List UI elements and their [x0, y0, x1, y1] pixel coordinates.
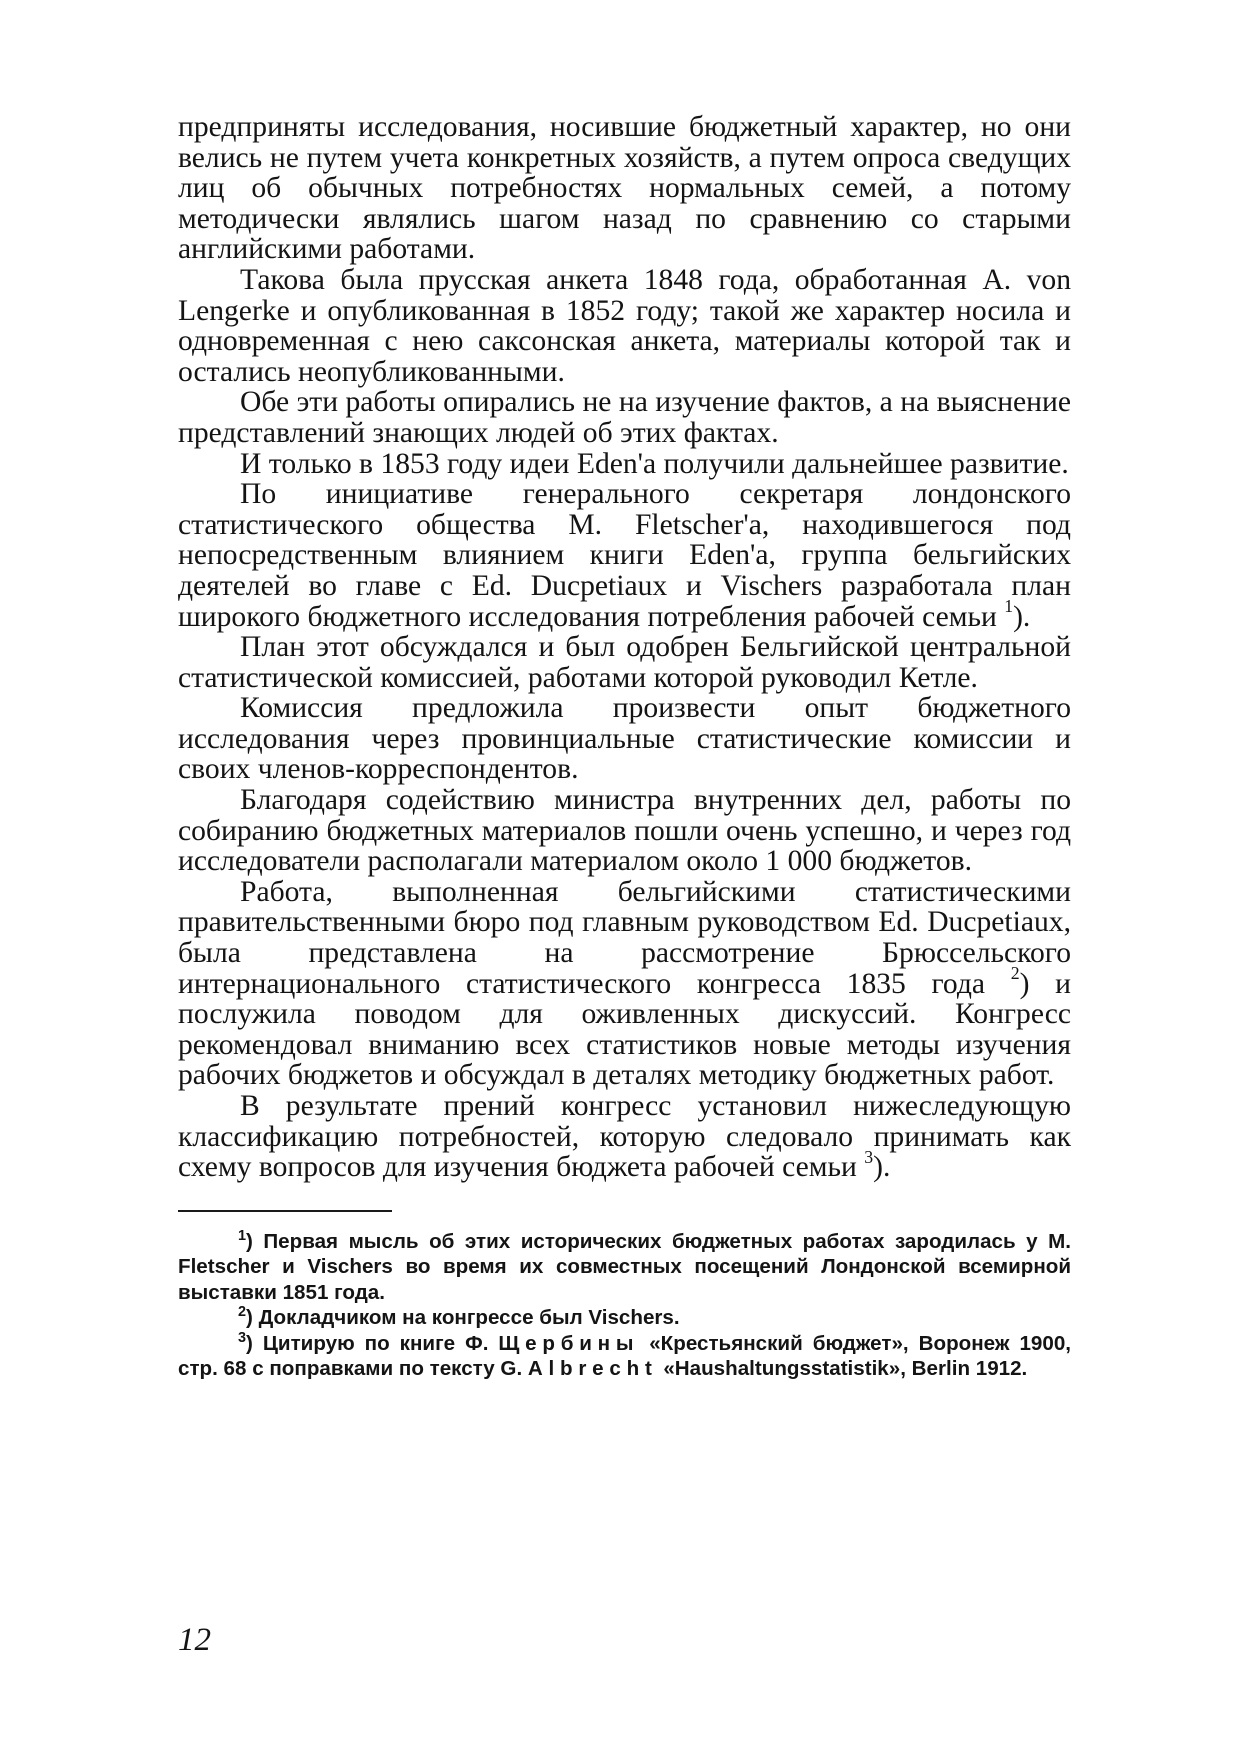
paragraph-text: Благодаря содействию министра внутренних дел, работы по собиранию бюджетных материалов пошли очень успешно, и через год исследователи располагали материалом около 1 000 бюджетов.: [178, 784, 1071, 878]
footnote-text: «Haushaltungsstatistik», Berlin 1912.: [657, 1357, 1028, 1381]
footnote-divider: [178, 1210, 392, 1212]
footnote-mark: 1: [238, 1227, 247, 1244]
footnote-3: [178, 1331, 1071, 1382]
footnote-2: [178, 1305, 1071, 1331]
paragraph-6: [178, 693, 1071, 785]
paragraph-text: Такова была прусская анкета 1848 года, обработанная A. von Lengerke и опубликованная в 1852 году; такой же характер носила и одновременная с нею саксонская анкета, материалы которой так и остались неопубликованными.: [178, 263, 1071, 388]
author-name-albrecht: Albrecht: [527, 1357, 658, 1381]
footnote-text: ) Цитирую по книге Ф.: [246, 1331, 499, 1355]
footnote-text: ) Докладчиком на конгрессе был Vischers.: [246, 1306, 680, 1330]
paragraph-1: [178, 265, 1071, 387]
footnote-ref-3[interactable]: 3: [864, 1146, 874, 1167]
footnote-text: ) Первая мысль об этих исторических бюджетных работах зародилась у M. Fletscher и Vischers во время их совместных посещений Лондонской всемирной выставки 1851 года.: [178, 1229, 1071, 1304]
paragraph-0: [178, 112, 1071, 265]
paragraph-tail: ).: [1013, 600, 1031, 633]
footnote-text: «Крестьянский бюджет», Воронеж 1900, стр. 68 с поправками по тексту G.: [178, 1331, 1071, 1381]
paragraph-8: [178, 877, 1071, 1091]
author-name-shcherbina: Щербины: [498, 1331, 640, 1355]
paragraph-text: Обе эти работы опирались не на изучение фактов, а на выяснение представлений знающих людей об этих фактах.: [178, 386, 1071, 449]
footnote-mark: 2: [238, 1304, 247, 1321]
paragraph-tail: ) и послужила поводом для оживленных дискуссий. Конгресс рекомендовал вниманию всех статистиков новые методы изучения рабочих бюджетов и обсуждал в деталях методику бюджетных работ.: [178, 967, 1071, 1092]
paragraph-3: [178, 449, 1071, 480]
paragraph-text: И только в 1853 году идеи Eden'а получили дальнейшее развитие.: [240, 447, 1069, 480]
paragraph-9: [178, 1091, 1071, 1183]
paragraph-text: По инициативе генерального секретаря лондонского статистического общества M. Fletscher'а, находившегося под непосредственным влиянием книги Eden'a, группа бельгийских деятелей во главе с Ed. Ducpetiaux и Vischers разработала план широкого бюджетного исследования потребления рабочей семьи: [178, 478, 1071, 633]
page-body: [178, 112, 1071, 1382]
paragraph-4: [178, 479, 1071, 632]
footnote-1: [178, 1229, 1071, 1306]
footnote-mark: 3: [238, 1329, 247, 1346]
paragraph-text: Комиссия предложила произвести опыт бюджетного исследования через провинциальные статистические комиссии и своих членов-корреспондентов.: [178, 692, 1071, 786]
footnote-ref-2[interactable]: 2: [1010, 963, 1020, 984]
paragraph-text: предприняты исследования, носившие бюджетный характер, но они велись не путем учета конкретных хозяйств, а путем опроса сведущих лиц об обычных потребностях нормальных семей, а потому методически являлись шагом назад по сравнению со старыми английскими работами.: [178, 111, 1071, 266]
paragraph-5: [178, 632, 1071, 693]
paragraph-text: План этот обсуждался и был одобрен Бельгийской центральной статистической комиссией, работами которой руководил Кетле.: [178, 631, 1071, 694]
footnote-ref-1[interactable]: 1: [1004, 595, 1014, 616]
paragraph-7: [178, 785, 1071, 877]
paragraph-tail: ).: [873, 1151, 891, 1184]
paragraph-2: [178, 387, 1071, 448]
paragraph-text: В результате прений конгресс установил нижеследующую классификацию потребностей, которую следовало принимать как схему вопросов для изучения бюджета рабочей семьи: [178, 1090, 1071, 1184]
paragraph-text: Работа, выполненная бельгийскими статистическими правительственными бюро под главным руководством Ed. Ducpetiaux, была представлена на рассмотрение Брюссельского интернационального статистического конгресса 1835 года: [178, 875, 1071, 1000]
page-number: 12: [178, 1622, 211, 1658]
